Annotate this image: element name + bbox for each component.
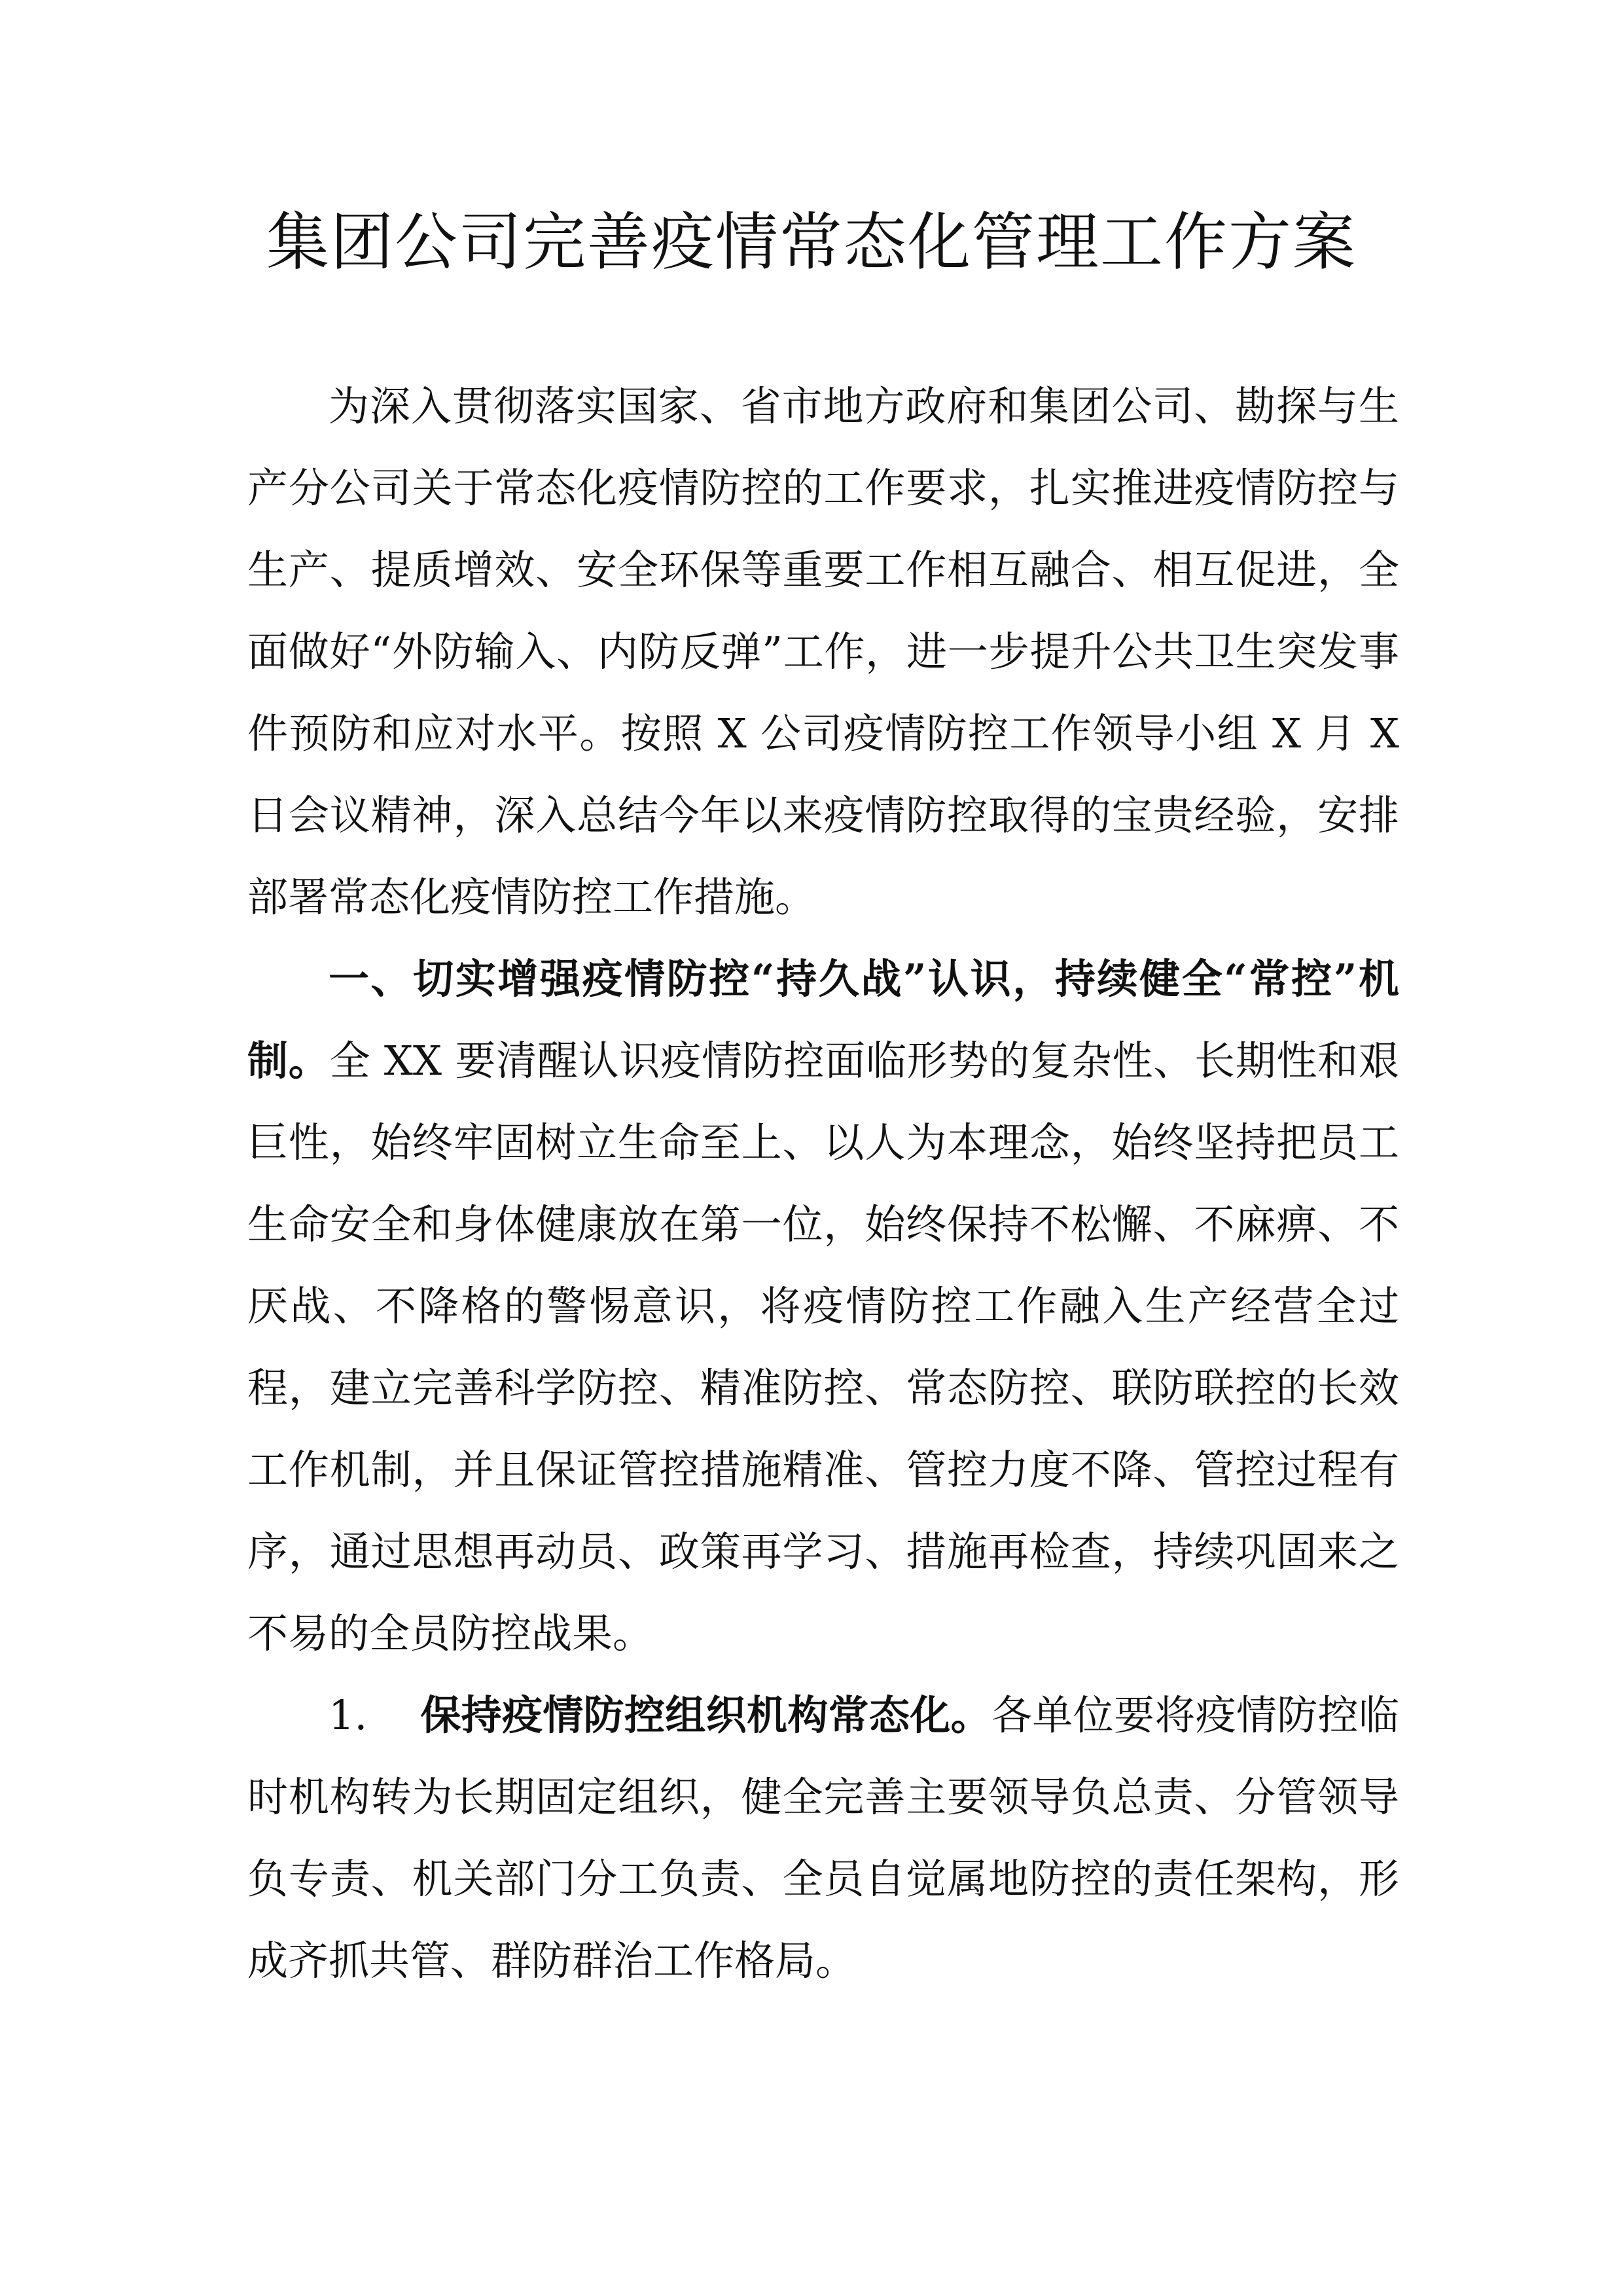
item-1-heading: 保持疫情防控组织机构常态化。 (420, 1691, 991, 1739)
document-body (247, 365, 1399, 2001)
document-title: 集团公司完善疫情常态化管理工作方案 (266, 206, 1357, 279)
intro-paragraph: 为深入贯彻落实国家、省市地方政府和集团公司、勘探与生产分公司关于常态化疫情防控的工作要求，扎实推进疫情防控与生产、提质增效、安全环保等重要工作相互融合、相互促进，全面做好“外防输入、内防反弹”工作，进一步提升公共卫生突发事件预防和应对水平。按照 X 公司疫情防控工作领导小组 X 月 X 日会议精神，深入总结今年以来疫情防控取得的宝贵经验，安排部署常态化疫情防控工作措施。 (247, 382, 1399, 921)
section-1-body: 全 XX 要清醒认识疫情防控面临形势的复杂性、长期性和艰巨性，始终牢固树立生命至上、以人为本理念，始终坚持把员工生命安全和身体健康放在第一位，始终保持不松懈、不麻痹、不厌战、不降格的警惕意识，将疫情防控工作融入生产经营全过程，建立完善科学防控、精准防控、常态防控、联防联控的长效工作机制，并且保证管控措施精准、管控力度不降、管控过程有序，通过思想再动员、政策再学习、措施再检查，持续巩固来之不易的全员防控战果。 (247, 1037, 1399, 1657)
section-1-paragraph (247, 938, 1399, 1674)
item-1-number: 1. (329, 1691, 368, 1739)
item-1-body: 各单位要将疫情防控临时机构转为长期固定组织，健全完善主要领导负总责、分管领导负专责、机关部门分工负责、全员自觉属地防控的责任架构，形成齐抓共管、群防群治工作格局。 (247, 1691, 1399, 1984)
section-1-heading: 一、切实增强疫情防控“持久战”认识，持续健全“常控”机制。 (247, 955, 1399, 1085)
item-1-paragraph (247, 1674, 1399, 2001)
